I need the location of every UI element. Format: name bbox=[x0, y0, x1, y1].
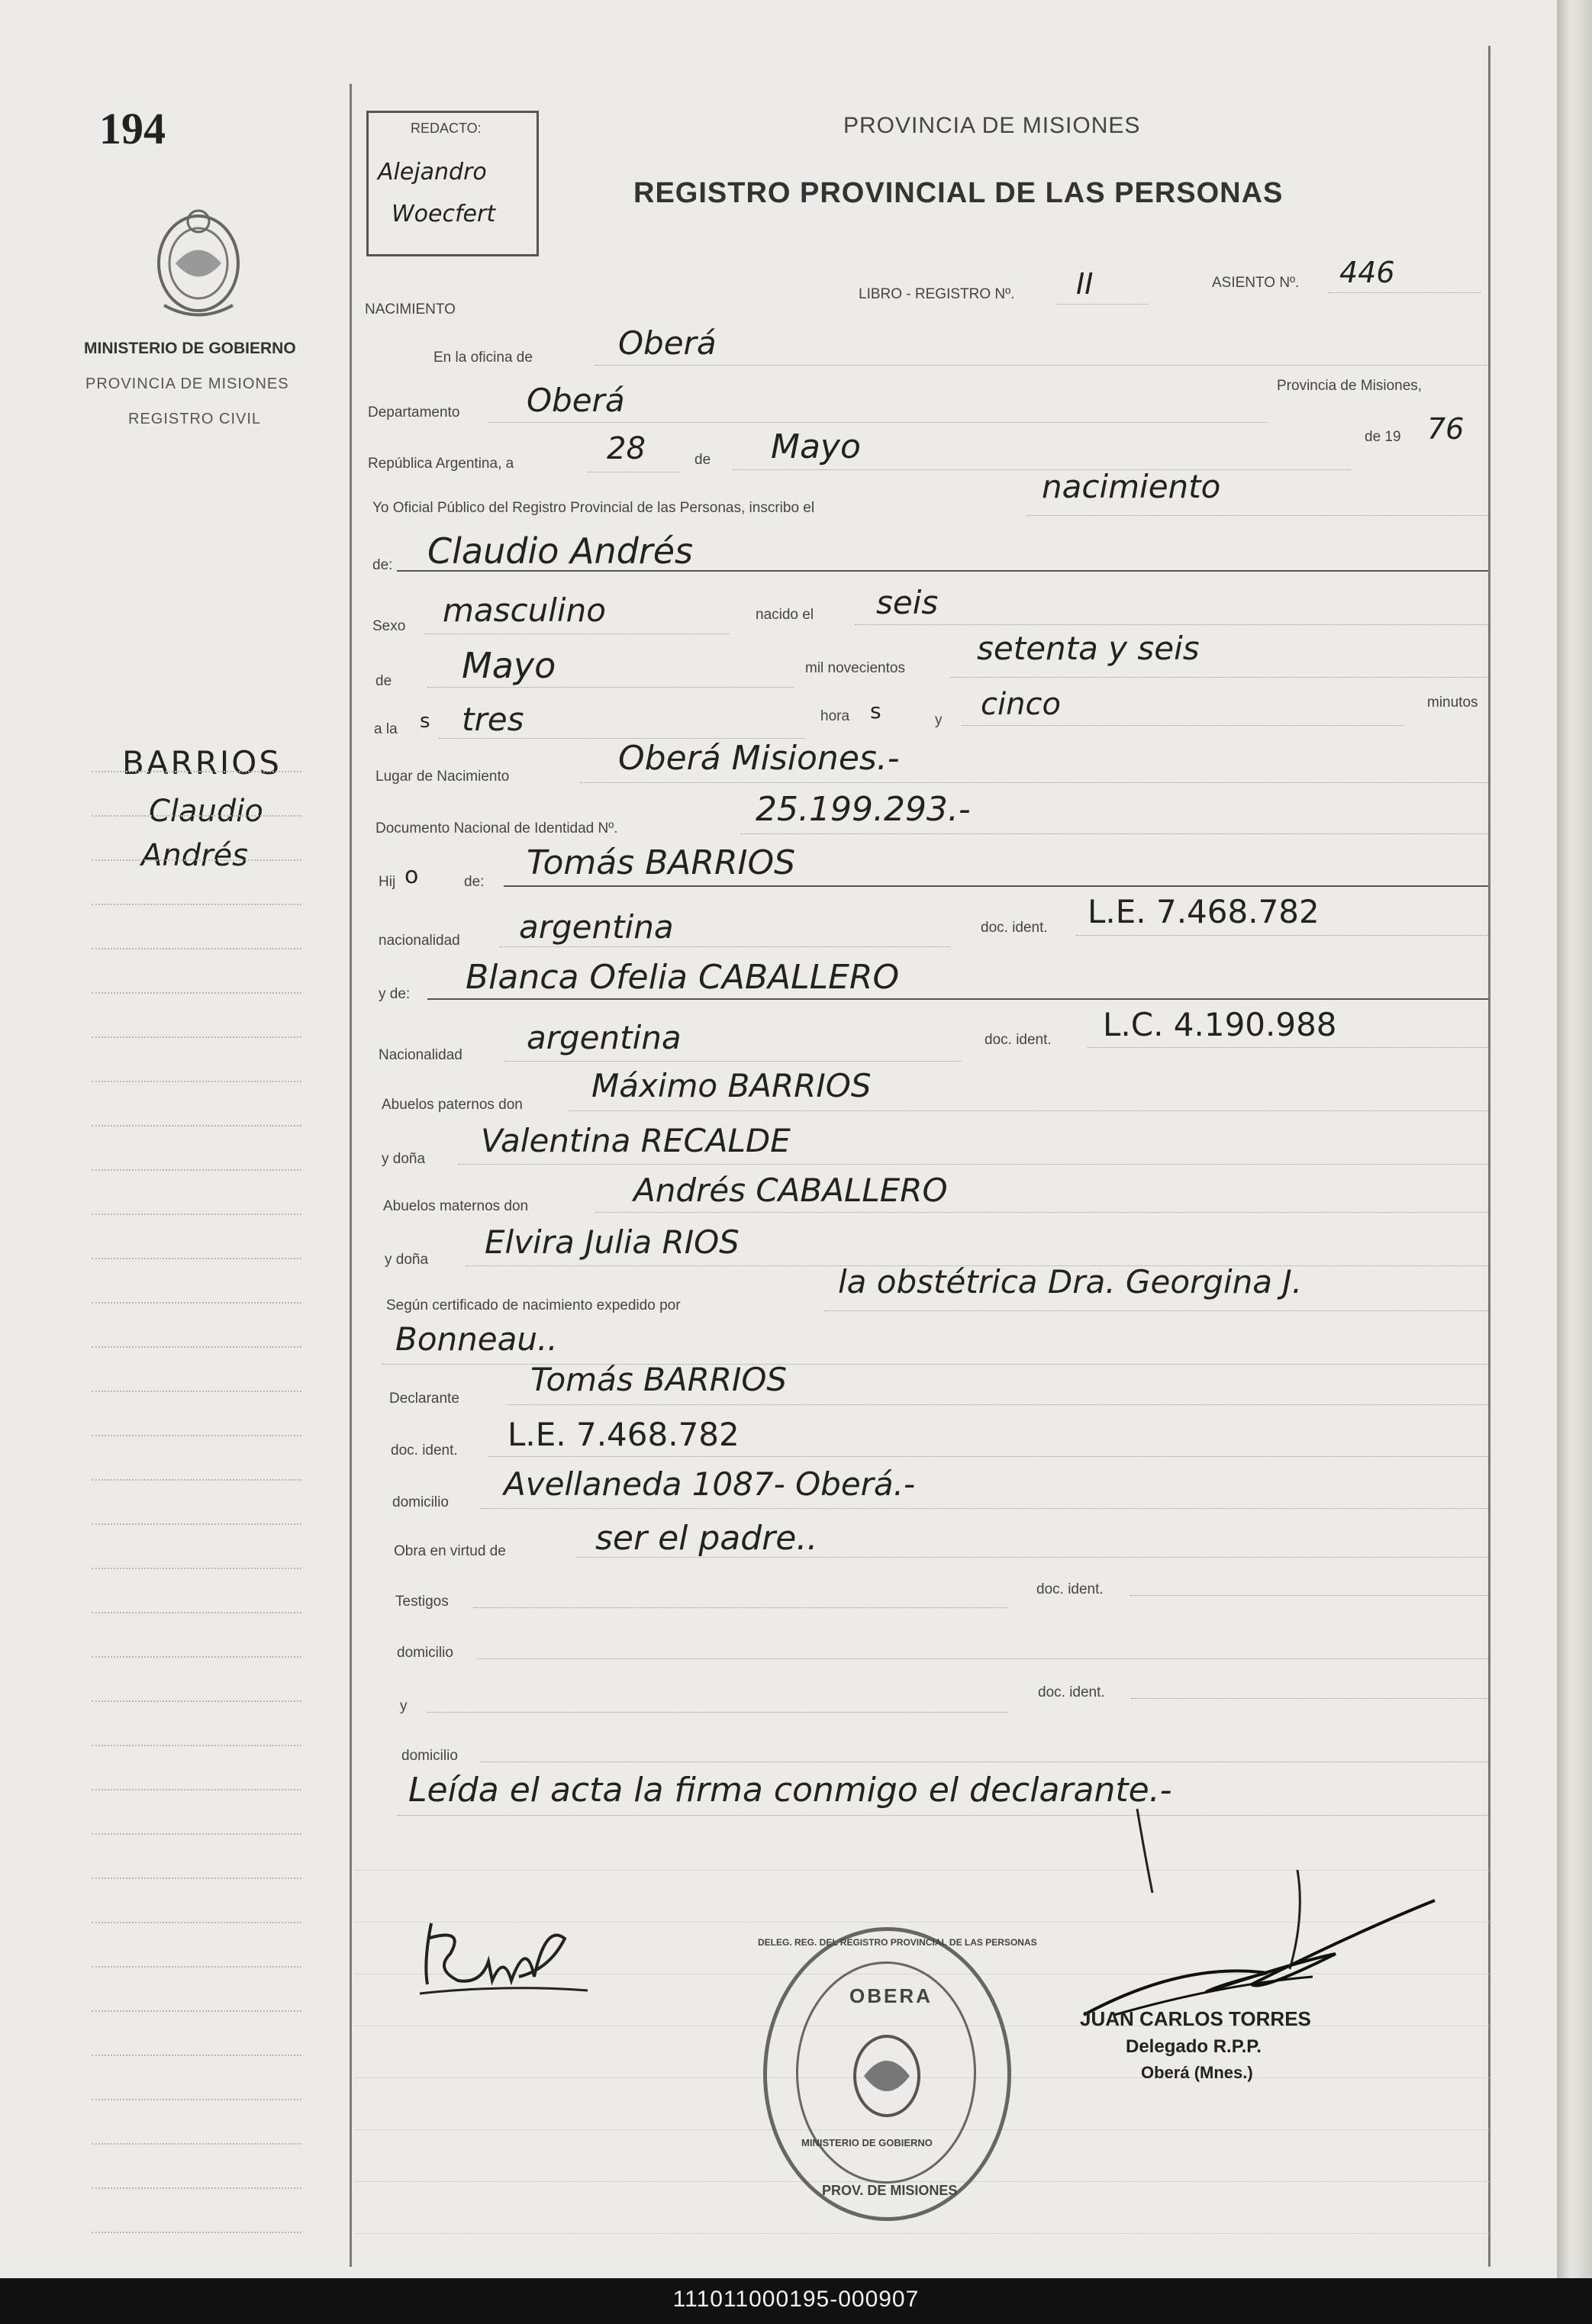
office-label: REGISTRO CIVIL bbox=[128, 411, 262, 427]
domicilio-value: Avellaneda 1087- Oberá.- bbox=[504, 1465, 916, 1503]
margin-rule bbox=[92, 1833, 301, 1835]
inscribo-value: nacimiento bbox=[1042, 468, 1221, 505]
seal-emblem-icon bbox=[845, 2030, 929, 2122]
obra-value: ser el padre.. bbox=[595, 1519, 818, 1558]
minutos-label: minutos bbox=[1427, 695, 1478, 711]
page-number: 194 bbox=[99, 104, 166, 153]
redacto-name-1: Alejandro bbox=[378, 159, 487, 185]
ab-mat-value: Andrés CABALLERO bbox=[633, 1172, 948, 1209]
domicilio3-label: domicilio bbox=[401, 1748, 458, 1764]
nac1-label: nacionalidad bbox=[379, 933, 460, 949]
declarante-signature-icon bbox=[412, 1908, 595, 2007]
page-edge bbox=[1557, 0, 1592, 2278]
nacido-value: seis bbox=[876, 584, 939, 621]
alas-value: tres bbox=[462, 701, 524, 738]
ydona1-label: y doña bbox=[382, 1151, 426, 1167]
seal-outer-text: DELEG. REG. DEL REGISTRO PROVINCIAL DE LAS PERSONAS bbox=[758, 1937, 1037, 1948]
asiento-label: ASIENTO Nº. bbox=[1212, 275, 1300, 291]
y2-label: y bbox=[400, 1698, 408, 1714]
mes-value: Mayo bbox=[462, 645, 556, 686]
departamento-value: Oberá bbox=[527, 382, 625, 419]
nac1-value: argentina bbox=[519, 908, 674, 946]
madre-value: Blanca Ofelia CABALLERO bbox=[466, 958, 900, 997]
officer-signature-icon bbox=[1068, 1786, 1450, 2038]
coat-of-arms-icon bbox=[141, 191, 256, 328]
margin-rule bbox=[92, 1700, 301, 1702]
ab-pat2-value: Valentina RECALDE bbox=[481, 1122, 791, 1159]
alas-label: a la bbox=[374, 721, 398, 737]
margin-rule bbox=[92, 1391, 301, 1392]
margin-rule bbox=[92, 2143, 301, 2145]
segun-value: la obstétrica Dra. Georgina J. bbox=[838, 1263, 1303, 1301]
header-province: PROVINCIA DE MISIONES bbox=[843, 113, 1141, 138]
margin-rule bbox=[92, 2232, 301, 2233]
ministry-label: MINISTERIO DE GOBIERNO bbox=[84, 340, 296, 357]
domicilio2-label: domicilio bbox=[397, 1645, 453, 1661]
provincia-label: Provincia de Misiones, bbox=[1277, 378, 1423, 394]
form-rule bbox=[355, 2233, 1492, 2234]
margin-rule bbox=[92, 1966, 301, 1968]
officer-name: JUAN CARLOS TORRES bbox=[1080, 2007, 1311, 2030]
doc5-label: doc. ident. bbox=[1038, 1684, 1105, 1700]
seal-center-bottom: MINISTERIO DE GOBIERNO bbox=[801, 2137, 933, 2148]
margin-firstname: Claudio bbox=[149, 794, 263, 829]
margin-rule bbox=[92, 1523, 301, 1525]
doc3-label: doc. ident. bbox=[391, 1442, 458, 1459]
padre-value: Tomás BARRIOS bbox=[527, 843, 796, 882]
margin-rule bbox=[92, 1745, 301, 1746]
doc4-label: doc. ident. bbox=[1036, 1581, 1104, 1597]
ab-mat-label: Abuelos maternos don bbox=[383, 1198, 529, 1214]
nac2-label: Nacionalidad bbox=[379, 1047, 462, 1063]
right-border bbox=[1488, 46, 1490, 2267]
dni-label: Documento Nacional de Identidad Nº. bbox=[375, 820, 618, 836]
oficina-value: Oberá bbox=[618, 324, 717, 362]
margin-middlename: Andrés bbox=[141, 838, 248, 873]
redacto-box bbox=[366, 111, 539, 256]
margin-rule bbox=[92, 1346, 301, 1348]
doc2-value: L.C. 4.190.988 bbox=[1103, 1006, 1337, 1043]
doc2-label: doc. ident. bbox=[985, 1032, 1052, 1048]
margin-rule bbox=[92, 1258, 301, 1259]
margin-divider bbox=[350, 84, 352, 2267]
seal-bottom: PROV. DE MISIONES bbox=[822, 2183, 958, 2198]
seal-center-top: OBERA bbox=[849, 1984, 933, 2007]
dni-value: 25.199.293.- bbox=[756, 790, 971, 829]
nacido-label: nacido el bbox=[756, 607, 814, 623]
year-value: 76 bbox=[1427, 412, 1465, 446]
nac2-value: argentina bbox=[527, 1019, 682, 1056]
segun-value-2: Bonneau.. bbox=[395, 1320, 558, 1358]
de-mes-label: de bbox=[375, 673, 392, 689]
margin-rule bbox=[92, 1878, 301, 1879]
margin-rule bbox=[92, 2099, 301, 2100]
margin-rule bbox=[92, 815, 301, 817]
doc1-value: L.E. 7.468.782 bbox=[1088, 893, 1320, 930]
margin-rule bbox=[92, 1169, 301, 1171]
y-label: y bbox=[935, 712, 943, 728]
yde-label: y de: bbox=[379, 986, 411, 1002]
sexo-value: masculino bbox=[443, 591, 606, 629]
redacto-name-2: Woecfert bbox=[392, 201, 496, 227]
record-type-label: NACIMIENTO bbox=[365, 301, 456, 317]
lugar-label: Lugar de Nacimiento bbox=[375, 769, 510, 785]
margin-rule bbox=[92, 1125, 301, 1127]
closing-value: Leída el acta la firma conmigo el declarante.- bbox=[408, 1771, 1172, 1810]
margin-rule bbox=[92, 1656, 301, 1658]
officer-place: Oberá (Mnes.) bbox=[1141, 2063, 1253, 2082]
ab-pat-value: Máximo BARRIOS bbox=[591, 1067, 872, 1104]
margin-rule bbox=[92, 1922, 301, 1923]
margin-rule bbox=[92, 1435, 301, 1436]
footer-code: 111011000195-000907 bbox=[672, 2287, 920, 2312]
margin-rule bbox=[92, 771, 301, 772]
redacto-label: REDACTO: bbox=[411, 121, 482, 136]
domicilio-label: domicilio bbox=[392, 1494, 449, 1510]
margin-rule bbox=[92, 1789, 301, 1791]
margin-rule bbox=[92, 1081, 301, 1082]
year-prefix: de 19 bbox=[1365, 429, 1401, 445]
segun-label: Según certificado de nacimiento expedido por bbox=[386, 1297, 681, 1313]
margin-rule bbox=[92, 992, 301, 994]
month-value: Mayo bbox=[771, 427, 861, 466]
obra-label: Obra en virtud de bbox=[394, 1543, 506, 1559]
departamento-label: Departamento bbox=[368, 405, 460, 421]
testigos-label: Testigos bbox=[395, 1594, 449, 1610]
margin-rule bbox=[92, 2055, 301, 2056]
margin-rule bbox=[92, 904, 301, 905]
day-value: 28 bbox=[607, 431, 646, 466]
mil-label: mil novecientos bbox=[805, 660, 905, 676]
republica-label: República Argentina, a bbox=[368, 456, 514, 472]
margin-surname: BARRIOS bbox=[122, 744, 282, 782]
margin-rule bbox=[92, 1568, 301, 1569]
margin-rule bbox=[92, 2010, 301, 2012]
declarante-value: Tomás BARRIOS bbox=[530, 1361, 788, 1398]
hijo-suffix: o bbox=[404, 862, 419, 889]
ab-pat-label: Abuelos paternos don bbox=[382, 1097, 523, 1113]
declarante-label: Declarante bbox=[389, 1391, 459, 1407]
margin-rule bbox=[92, 1036, 301, 1038]
hijo-de-label: de: bbox=[464, 874, 485, 890]
sexo-label: Sexo bbox=[372, 618, 406, 634]
minutos-value: cinco bbox=[981, 687, 1061, 722]
margin-rule bbox=[92, 1302, 301, 1304]
officer-role: Delegado R.P.P. bbox=[1126, 2036, 1262, 2057]
margin-rule bbox=[92, 1479, 301, 1481]
province-label: PROVINCIA DE MISIONES bbox=[85, 376, 289, 392]
de-label: de bbox=[694, 452, 711, 468]
margin-rule bbox=[92, 1612, 301, 1613]
libro-label: LIBRO - REGISTRO Nº. bbox=[859, 286, 1015, 302]
doc3-value: L.E. 7.468.782 bbox=[508, 1416, 740, 1453]
doc1-label: doc. ident. bbox=[981, 920, 1048, 936]
asiento-value: 446 bbox=[1339, 256, 1395, 289]
inscribo-label: Yo Oficial Público del Registro Provincial de las Personas, inscribo el bbox=[372, 500, 815, 516]
ab-mat2-value: Elvira Julia RIOS bbox=[485, 1223, 740, 1261]
nombre-value: Claudio Andrés bbox=[427, 530, 693, 572]
margin-rule bbox=[92, 1214, 301, 1215]
anio-value: setenta y seis bbox=[977, 630, 1200, 667]
oficina-label: En la oficina de bbox=[433, 350, 533, 366]
alas-suffix: s bbox=[420, 710, 430, 733]
margin-rule bbox=[92, 948, 301, 949]
de-nombre-label: de: bbox=[372, 557, 393, 573]
official-seal bbox=[758, 1927, 1037, 2221]
hijo-label: Hij bbox=[379, 874, 396, 890]
ydona2-label: y doña bbox=[385, 1252, 429, 1268]
hora-label: hora bbox=[820, 708, 850, 724]
header-title: REGISTRO PROVINCIAL DE LAS PERSONAS bbox=[633, 177, 1284, 209]
hora-suffix: s bbox=[870, 698, 881, 724]
lugar-value: Oberá Misiones.- bbox=[618, 739, 900, 778]
libro-value: II bbox=[1076, 267, 1094, 301]
margin-rule bbox=[92, 2187, 301, 2189]
margin-rule bbox=[92, 859, 301, 861]
